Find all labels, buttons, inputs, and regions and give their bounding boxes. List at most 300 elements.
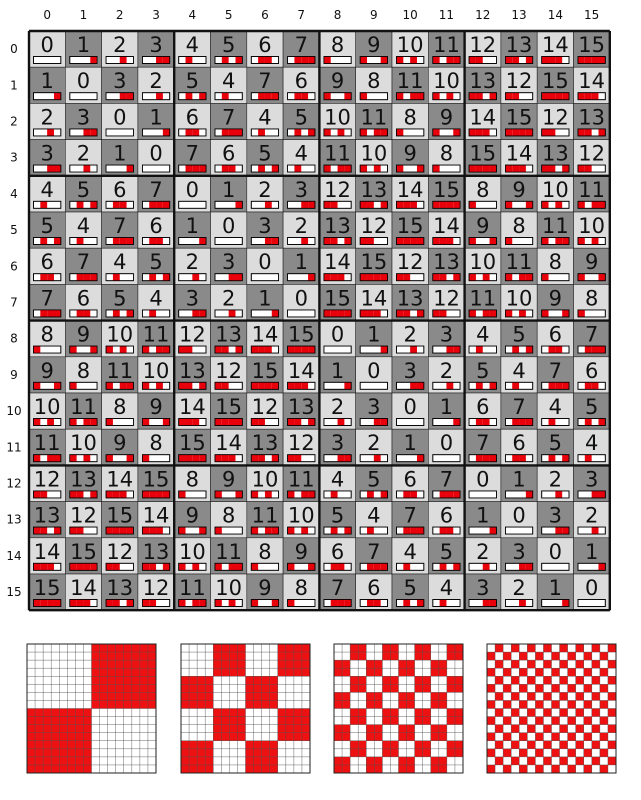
pattern-square bbox=[83, 733, 91, 741]
bit-segment-on bbox=[142, 346, 149, 353]
pattern-square bbox=[124, 660, 132, 668]
bit-segment-on bbox=[90, 563, 97, 570]
row-label: 15 bbox=[6, 585, 22, 600]
table-cell bbox=[138, 321, 174, 357]
bit-segment-on bbox=[199, 600, 206, 607]
bit-segment-on bbox=[324, 165, 331, 172]
pattern-square bbox=[584, 733, 592, 741]
cell-value: 8 bbox=[221, 503, 236, 528]
pattern-square bbox=[43, 741, 51, 749]
bit-segment-on bbox=[34, 419, 41, 426]
pattern-square bbox=[495, 757, 503, 765]
table-cell bbox=[501, 31, 537, 67]
table-cell bbox=[465, 502, 501, 538]
row-label: 0 bbox=[10, 42, 18, 57]
pattern-square bbox=[197, 757, 205, 765]
bit-segment-on bbox=[186, 129, 193, 136]
table-cell bbox=[65, 321, 101, 357]
cell-value: 1 bbox=[330, 358, 345, 383]
pattern-square bbox=[213, 733, 221, 741]
bit-segment-on bbox=[70, 563, 77, 570]
table-cell bbox=[29, 248, 65, 284]
table-cell bbox=[65, 212, 101, 248]
bit-segment-on bbox=[127, 310, 134, 317]
bit-segment-on bbox=[476, 346, 483, 353]
bit-segment-on bbox=[519, 455, 526, 462]
bit-segment-on bbox=[301, 527, 308, 534]
cell-value: 9 bbox=[584, 250, 599, 275]
cell-value: 0 bbox=[403, 395, 417, 419]
bit-segment-on bbox=[440, 563, 447, 570]
pattern-square bbox=[592, 709, 600, 717]
bit-segment-on bbox=[562, 382, 569, 389]
bit-segment-on bbox=[186, 165, 193, 172]
bit-segment-on bbox=[433, 238, 440, 245]
cell-value: 10 bbox=[287, 503, 315, 528]
bit-segment-on bbox=[512, 455, 519, 462]
row-label: 10 bbox=[6, 404, 22, 419]
bit-segment-on bbox=[90, 57, 97, 64]
pattern-square bbox=[92, 668, 100, 676]
pattern-square bbox=[350, 717, 358, 725]
cell-value: 15 bbox=[360, 250, 388, 275]
pattern-square bbox=[560, 676, 568, 684]
bit-segment-on bbox=[598, 563, 605, 570]
cell-value: 15 bbox=[287, 322, 315, 347]
bit-segment-on bbox=[555, 201, 562, 208]
pattern-square bbox=[148, 676, 156, 684]
bit-segment-on bbox=[598, 57, 605, 64]
bit-segment-on bbox=[526, 491, 533, 498]
bit-segment-on bbox=[555, 93, 562, 100]
bit-segment-on bbox=[440, 600, 447, 607]
bit-segment-on bbox=[542, 238, 549, 245]
bit-segment-on bbox=[490, 527, 497, 534]
table-cell bbox=[174, 67, 210, 103]
bit-segment-on bbox=[258, 455, 265, 462]
column-label: 3 bbox=[152, 8, 160, 22]
cell-value: 2 bbox=[476, 539, 490, 564]
bit-segment-on bbox=[308, 201, 315, 208]
cell-value: 4 bbox=[294, 141, 308, 166]
bit-segment-on bbox=[505, 310, 512, 317]
pattern-square bbox=[487, 668, 495, 676]
cell-value: 5 bbox=[330, 503, 345, 528]
bit-segment-on bbox=[156, 238, 163, 245]
pattern-square bbox=[132, 684, 140, 692]
table-cell bbox=[428, 31, 464, 67]
bit-segment-on bbox=[301, 491, 308, 498]
pattern-square bbox=[246, 749, 254, 757]
pattern-square bbox=[75, 709, 83, 717]
cell-value: 5 bbox=[149, 250, 163, 275]
table-cell bbox=[392, 429, 428, 465]
bit-segment-on bbox=[258, 57, 265, 64]
pattern-square bbox=[415, 741, 423, 749]
table-cell bbox=[247, 393, 283, 429]
bit-segment-on bbox=[288, 600, 295, 607]
table-cell bbox=[465, 140, 501, 176]
pattern-square bbox=[75, 757, 83, 765]
table-cell bbox=[319, 393, 355, 429]
column-label: 11 bbox=[438, 8, 455, 22]
bit-segment-on bbox=[47, 165, 54, 172]
bit-segment-on bbox=[592, 491, 599, 498]
cell-value: 9 bbox=[221, 467, 236, 492]
bit-segment-on bbox=[288, 455, 295, 462]
cell-value: 13 bbox=[541, 141, 569, 166]
bit-segment-on bbox=[106, 491, 113, 498]
bit-segment-on bbox=[40, 238, 47, 245]
bit-segment-on bbox=[585, 93, 592, 100]
pattern-square bbox=[399, 660, 407, 668]
cell-value: 12 bbox=[142, 576, 170, 600]
pattern-square bbox=[592, 725, 600, 733]
bit-bar bbox=[142, 165, 169, 172]
bit-segment-on bbox=[229, 129, 236, 136]
cell-value: 7 bbox=[476, 431, 490, 456]
pattern-square bbox=[600, 684, 608, 692]
pattern-square bbox=[447, 741, 455, 749]
cell-value: 4 bbox=[113, 250, 127, 275]
bit-bar bbox=[578, 600, 605, 607]
table-cell bbox=[211, 176, 247, 212]
bit-segment-on bbox=[542, 129, 549, 136]
bit-segment-on bbox=[83, 563, 90, 570]
bit-segment-on bbox=[555, 382, 562, 389]
pattern-square bbox=[262, 700, 270, 708]
bit-bar bbox=[542, 563, 569, 570]
table-cell bbox=[283, 103, 319, 139]
bit-segment-on bbox=[222, 419, 229, 426]
cell-value: 1 bbox=[221, 177, 236, 202]
pattern-square bbox=[67, 757, 75, 765]
cell-value: 13 bbox=[106, 576, 134, 600]
cell-value: 15 bbox=[70, 539, 97, 564]
cell-value: 6 bbox=[221, 141, 236, 166]
bit-segment-on bbox=[265, 57, 272, 64]
bit-segment-on bbox=[490, 165, 497, 172]
table-cell bbox=[319, 248, 355, 284]
pattern-square bbox=[262, 692, 270, 700]
bit-segment-on bbox=[199, 238, 206, 245]
bit-segment-on bbox=[338, 165, 345, 172]
column-label: 8 bbox=[333, 8, 342, 22]
cell-value: 6 bbox=[403, 467, 417, 492]
pattern-square bbox=[455, 749, 463, 757]
cell-value: 8 bbox=[185, 467, 200, 492]
table-cell bbox=[247, 212, 283, 248]
table-cell bbox=[211, 103, 247, 139]
table-cell bbox=[29, 393, 65, 429]
bit-segment-on bbox=[40, 201, 47, 208]
cell-value: 4 bbox=[584, 431, 599, 456]
table-cell bbox=[319, 103, 355, 139]
table-cell bbox=[501, 212, 537, 248]
pattern-square bbox=[374, 700, 382, 708]
bit-segment-on bbox=[301, 346, 308, 353]
pattern-square bbox=[382, 741, 390, 749]
bit-segment-on bbox=[308, 57, 315, 64]
table-cell bbox=[537, 357, 573, 393]
pattern-square bbox=[189, 684, 197, 692]
pattern-square bbox=[181, 741, 189, 749]
cell-value: 15 bbox=[215, 395, 243, 419]
pattern-square bbox=[439, 668, 447, 676]
bit-segment-on bbox=[410, 382, 417, 389]
table-cell bbox=[465, 574, 501, 610]
cell-value: 8 bbox=[258, 539, 272, 564]
bit-segment-on bbox=[70, 346, 77, 353]
pattern-square bbox=[511, 757, 519, 765]
table-cell bbox=[574, 67, 610, 103]
table-cell bbox=[102, 103, 138, 139]
cell-value: 11 bbox=[541, 214, 569, 238]
pattern-square bbox=[600, 733, 608, 741]
bit-segment-on bbox=[192, 274, 199, 281]
table-cell bbox=[574, 429, 610, 465]
pattern-square bbox=[148, 700, 156, 708]
pattern-square bbox=[213, 709, 221, 717]
bit-segment-on bbox=[294, 93, 301, 100]
pattern-square bbox=[229, 652, 237, 660]
cell-value: 11 bbox=[360, 105, 388, 130]
cell-value: 1 bbox=[548, 576, 563, 600]
table-cell bbox=[102, 140, 138, 176]
bit-segment-on bbox=[324, 238, 331, 245]
table-cell bbox=[174, 393, 210, 429]
bit-segment-on bbox=[149, 563, 156, 570]
pattern-square bbox=[237, 717, 245, 725]
bit-segment-on bbox=[585, 382, 592, 389]
pattern-square bbox=[197, 700, 205, 708]
pattern-square bbox=[294, 660, 302, 668]
pattern-square bbox=[382, 652, 390, 660]
bit-segment-on bbox=[403, 310, 410, 317]
pattern-square bbox=[576, 692, 584, 700]
pattern-square bbox=[535, 652, 543, 660]
table-cell bbox=[29, 321, 65, 357]
cell-value: 13 bbox=[433, 250, 460, 275]
bit-segment-on bbox=[215, 346, 222, 353]
table-cell bbox=[174, 465, 210, 501]
pattern-square bbox=[100, 644, 108, 652]
pattern-square bbox=[527, 644, 535, 652]
bit-segment-on bbox=[308, 274, 315, 281]
pattern-square bbox=[43, 725, 51, 733]
pattern-square bbox=[302, 725, 310, 733]
cell-value: 8 bbox=[548, 250, 563, 275]
cell-value: 14 bbox=[142, 503, 170, 528]
cell-value: 12 bbox=[396, 250, 424, 275]
pattern-square bbox=[535, 684, 543, 692]
pattern-square bbox=[229, 644, 237, 652]
pattern-square bbox=[294, 644, 302, 652]
table-cell bbox=[65, 429, 101, 465]
bit-segment-on bbox=[54, 527, 61, 534]
pattern-square bbox=[254, 676, 262, 684]
pattern-square bbox=[415, 644, 423, 652]
cell-value: 12 bbox=[70, 503, 97, 528]
pattern-square bbox=[390, 717, 398, 725]
pattern-square bbox=[237, 644, 245, 652]
cell-value: 12 bbox=[251, 395, 279, 419]
bit-segment-on bbox=[338, 129, 345, 136]
bit-segment-on bbox=[505, 201, 512, 208]
table-cell bbox=[174, 429, 210, 465]
table-cell bbox=[211, 321, 247, 357]
pattern-square bbox=[576, 725, 584, 733]
cell-value: 4 bbox=[149, 286, 163, 311]
pattern-square bbox=[100, 668, 108, 676]
bit-segment-on bbox=[338, 455, 345, 462]
bit-segment-on bbox=[192, 419, 199, 426]
bit-segment-on bbox=[578, 238, 585, 245]
pattern-square bbox=[148, 692, 156, 700]
bit-segment-on bbox=[324, 57, 331, 64]
table-cell bbox=[574, 284, 610, 320]
table-cell bbox=[174, 212, 210, 248]
cell-value: 7 bbox=[40, 286, 54, 311]
bit-segment-on bbox=[222, 57, 229, 64]
pattern-square bbox=[148, 660, 156, 668]
bit-segment-on bbox=[367, 201, 374, 208]
table-cell bbox=[319, 140, 355, 176]
bit-segment-on bbox=[562, 165, 569, 172]
bit-segment-on bbox=[526, 563, 533, 570]
bit-segment-on bbox=[578, 274, 585, 281]
pattern-square bbox=[75, 733, 83, 741]
bit-segment-on bbox=[222, 382, 229, 389]
pattern-square bbox=[382, 684, 390, 692]
cell-value: 11 bbox=[469, 286, 497, 311]
bit-segment-on bbox=[555, 57, 562, 64]
table-cell bbox=[138, 103, 174, 139]
cell-value: 6 bbox=[258, 33, 272, 57]
pattern-square bbox=[390, 749, 398, 757]
cell-value: 5 bbox=[548, 431, 563, 456]
cell-value: 14 bbox=[178, 395, 206, 419]
bit-bar bbox=[179, 57, 206, 64]
bit-segment-on bbox=[344, 238, 351, 245]
pattern-square bbox=[374, 725, 382, 733]
bit-segment-on bbox=[542, 57, 549, 64]
pattern-square bbox=[92, 676, 100, 684]
table-cell bbox=[501, 321, 537, 357]
table-cell bbox=[65, 176, 101, 212]
pattern-square bbox=[495, 660, 503, 668]
cell-value: 15 bbox=[505, 105, 533, 130]
bit-segment-on bbox=[598, 346, 605, 353]
pattern-square bbox=[108, 676, 116, 684]
bit-segment-on bbox=[592, 527, 599, 534]
pattern-square bbox=[576, 644, 584, 652]
bit-segment-on bbox=[251, 346, 258, 353]
pattern-square bbox=[487, 684, 495, 692]
table-cell bbox=[102, 465, 138, 501]
row-label: 5 bbox=[10, 223, 18, 238]
cell-value: 11 bbox=[433, 33, 460, 57]
pattern-square bbox=[148, 684, 156, 692]
pattern-square bbox=[527, 709, 535, 717]
bit-segment-on bbox=[199, 93, 206, 100]
bit-segment-on bbox=[549, 455, 556, 462]
pattern-square bbox=[543, 660, 551, 668]
pattern-square bbox=[189, 676, 197, 684]
column-label: 2 bbox=[115, 8, 124, 22]
pattern-square bbox=[213, 660, 221, 668]
bit-bar bbox=[34, 57, 61, 64]
pattern-square bbox=[495, 692, 503, 700]
pattern-square bbox=[519, 765, 527, 773]
pattern-square bbox=[35, 741, 43, 749]
pattern-square bbox=[43, 765, 51, 773]
cell-value: 5 bbox=[76, 177, 91, 202]
bit-segment-on bbox=[229, 310, 236, 317]
bit-segment-on bbox=[453, 129, 460, 136]
bit-segment-on bbox=[301, 238, 308, 245]
bit-segment-on bbox=[192, 310, 199, 317]
pattern-square bbox=[439, 660, 447, 668]
bit-segment-on bbox=[34, 382, 41, 389]
bit-segment-on bbox=[127, 455, 134, 462]
cell-value: 5 bbox=[294, 105, 308, 130]
cell-value: 2 bbox=[512, 576, 526, 600]
pattern-square bbox=[439, 692, 447, 700]
bit-segment-on bbox=[34, 600, 41, 607]
table-cell bbox=[392, 67, 428, 103]
pattern-square bbox=[600, 717, 608, 725]
pattern-square bbox=[100, 684, 108, 692]
table-cell bbox=[356, 212, 392, 248]
bit-segment-on bbox=[179, 527, 186, 534]
cell-value: 2 bbox=[367, 431, 381, 456]
table-cell bbox=[392, 140, 428, 176]
pattern-square bbox=[415, 717, 423, 725]
table-cell bbox=[211, 574, 247, 610]
table-cell bbox=[138, 357, 174, 393]
cell-value: 13 bbox=[251, 431, 279, 456]
bit-segment-on bbox=[476, 165, 483, 172]
pattern-square bbox=[390, 644, 398, 652]
cell-value: 11 bbox=[215, 539, 243, 564]
bit-segment-on bbox=[272, 527, 279, 534]
bit-segment-on bbox=[417, 527, 424, 534]
bit-segment-on bbox=[163, 129, 170, 136]
bit-segment-on bbox=[446, 93, 453, 100]
table-cell bbox=[537, 31, 573, 67]
bit-segment-on bbox=[54, 238, 61, 245]
pattern-square bbox=[399, 765, 407, 773]
column-label: 5 bbox=[224, 8, 233, 22]
cell-value: 11 bbox=[251, 503, 279, 528]
bit-segment-on bbox=[186, 455, 193, 462]
pattern-square bbox=[75, 725, 83, 733]
pattern-square bbox=[423, 741, 431, 749]
bit-segment-on bbox=[215, 382, 222, 389]
table-cell bbox=[428, 248, 464, 284]
bit-segment-on bbox=[179, 419, 186, 426]
bit-segment-on bbox=[106, 346, 113, 353]
bit-segment-on bbox=[476, 455, 483, 462]
cell-value: 3 bbox=[367, 395, 381, 419]
pattern-square bbox=[439, 700, 447, 708]
pattern-square bbox=[535, 717, 543, 725]
pattern-square bbox=[132, 652, 140, 660]
pattern-square bbox=[262, 749, 270, 757]
cell-value: 0 bbox=[221, 214, 236, 238]
cell-value: 11 bbox=[142, 322, 170, 347]
